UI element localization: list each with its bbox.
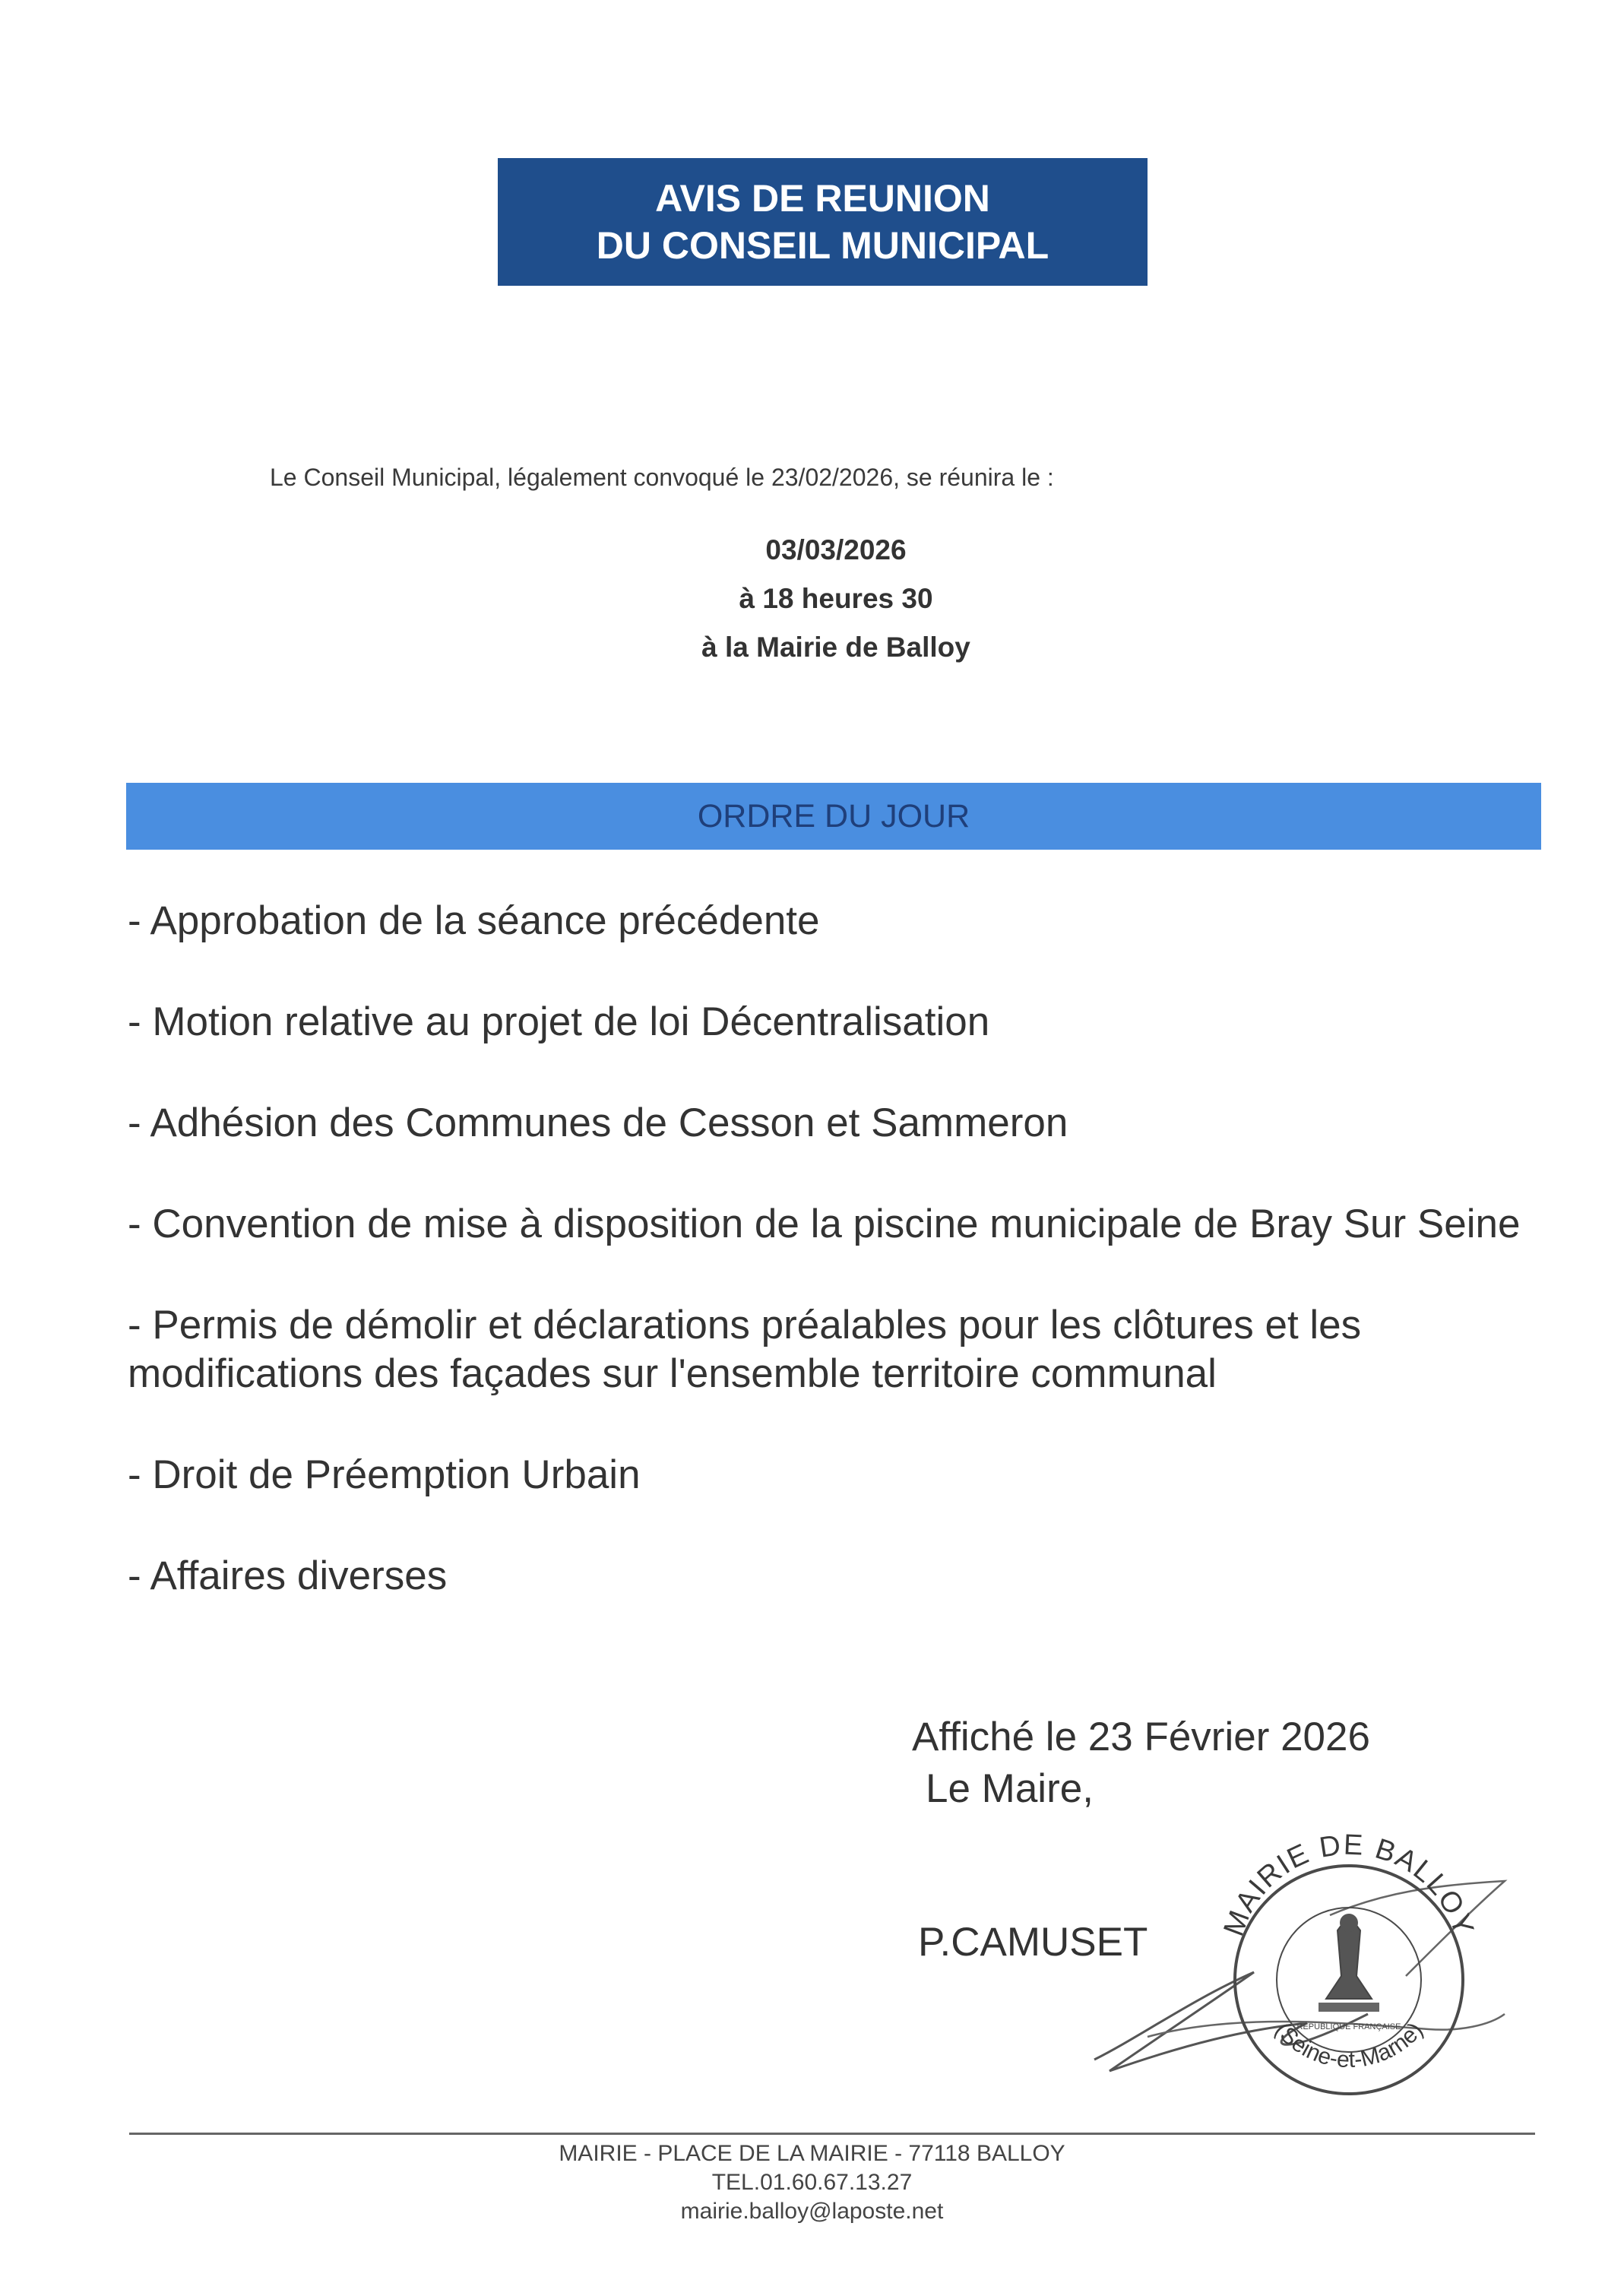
footer-divider [129, 2133, 1535, 2135]
footer-email: mairie.balloy@laposte.net [680, 2199, 944, 2224]
intro-text: Le Conseil Municipal, légalement convoqué le 23/02/2026, se réunira le : [270, 464, 1054, 491]
posting-block [912, 1712, 1370, 1815]
footer [0, 2139, 1624, 2226]
meeting-details [456, 526, 1216, 672]
svg-text:MAIRIE DE BALLOY: MAIRIE DE BALLOY [1217, 1829, 1480, 1940]
svg-text:(Seine-et-Marne): (Seine-et-Marne) [1269, 2018, 1429, 2073]
mayor-name: P.CAMUSET [918, 1920, 1148, 1965]
posted-date: Affiché le 23 Février 2026 [912, 1715, 1370, 1759]
footer-phone: TEL.01.60.67.13.27 [711, 2170, 913, 2195]
agenda-item: - Approbation de la séance précédente [128, 898, 820, 943]
agenda-item: - Adhésion des Communes de Cesson et Sammeron [128, 1100, 1068, 1145]
footer-address: MAIRIE - PLACE DE LA MAIRIE - 77118 BALLOY [559, 2141, 1065, 2166]
agenda-item: - Permis de démolir et déclarations préalables pour les clôtures et les modifications des façades sur l'ensemble territoire communal [128, 1303, 1362, 1396]
title-line-1: AVIS DE REUNION [655, 177, 990, 220]
agenda-list [128, 897, 1556, 1653]
title-line-2: DU CONSEIL MUNICIPAL [596, 224, 1049, 267]
agenda-heading: ORDRE DU JOUR [697, 797, 970, 834]
agenda-item: - Droit de Préemption Urbain [128, 1452, 641, 1497]
agenda-item: - Convention de mise à disposition de la piscine municipale de Bray Sur Seine [128, 1202, 1521, 1246]
title-banner [498, 158, 1148, 286]
svg-text:RÉPUBLIQUE FRANÇAISE: RÉPUBLIQUE FRANÇAISE [1296, 2022, 1401, 2031]
mayor-role: Le Maire, [926, 1766, 1094, 1811]
agenda-item: - Motion relative au projet de loi Décentralisation [128, 999, 990, 1044]
mairie-stamp-icon [1079, 1809, 1520, 2113]
meeting-time: à 18 heures 30 [739, 583, 933, 614]
agenda-heading-bar [126, 783, 1541, 850]
meeting-date: 03/03/2026 [765, 534, 907, 565]
agenda-item: - Affaires diverses [128, 1553, 448, 1598]
meeting-place: à la Mairie de Balloy [701, 632, 970, 663]
